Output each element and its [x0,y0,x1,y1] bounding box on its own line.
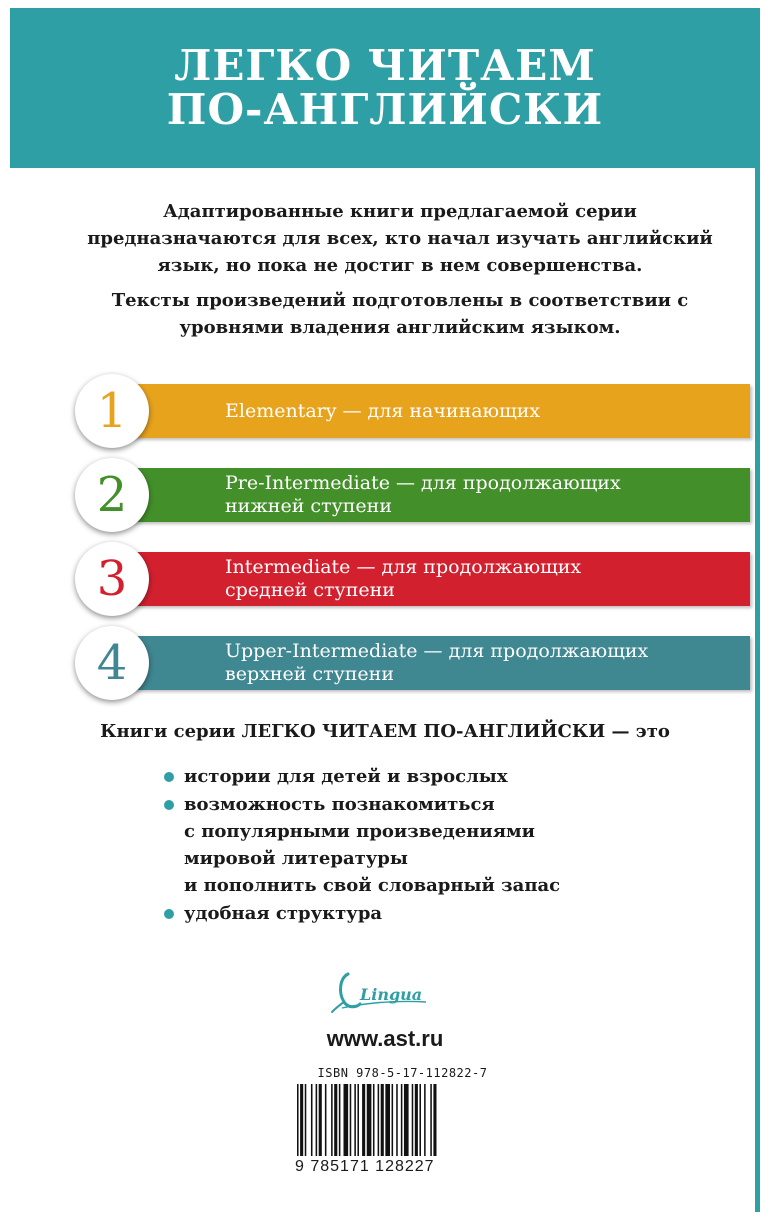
level-label: Elementary — для начинающих [225,399,541,422]
list-item: истории для детей и взрослых [162,763,682,790]
barcode-bar [381,1084,384,1156]
isbn-number: ISBN 978-5-17-112822-7 [317,1066,488,1080]
barcode-bar [401,1084,403,1156]
barcode-bar [424,1084,426,1156]
series-title-banner [10,8,760,168]
level-label-cont: нижней ступени [225,495,392,517]
logo-text: Lingua [360,985,423,1004]
barcode-bar [305,1084,307,1156]
feature-list [162,763,682,928]
barcode-bar [311,1084,313,1156]
barcode-bar [392,1084,394,1156]
barcode-bar [433,1084,436,1156]
barcode-bar [300,1084,303,1156]
barcode-bar [331,1084,333,1156]
level-number-badge: 3 [75,542,149,616]
barcode-bar [412,1084,414,1156]
barcode-bar [316,1084,318,1156]
series-title-line-2: ПО-АНГЛИЙСКИ [166,85,604,134]
right-border-stripe [755,168,760,1212]
level-number-badge: 2 [75,458,149,532]
barcode-bar [344,1084,349,1156]
level-item-3 [75,542,700,610]
lingua-logo-icon [330,968,440,1014]
series-title-line-1: ЛЕГКО ЧИТАЕМ [174,41,596,90]
barcode-bar [334,1084,337,1156]
barcode-bar [367,1084,372,1156]
barcode-bar [385,1084,390,1156]
level-number-badge: 1 [75,374,149,448]
barcode-bar [297,1084,299,1156]
level-item-4 [75,626,700,694]
barcode-bar [357,1084,359,1156]
back-cover [10,8,760,1212]
barcode-bar [319,1084,322,1156]
barcode-bar [404,1084,409,1156]
intro-paragraph-1: Адаптированные книги предлагаемой серии предназначаются для всех, кто начал изучать английский язык, но пока не достиг в нем совершенства. [87,201,713,276]
level-label-cont: средней ступени [225,579,395,601]
isbn-barcode [295,1066,510,1176]
barcode-bar [373,1084,375,1156]
list-item: возможность познакомиться с популярными произведениями мировой литературы и пополнить свой словарный запас [162,791,682,899]
barcode-bar [339,1084,341,1156]
level-label: Intermediate — для продолжающих [225,556,582,578]
barcode-digits: 9 785171 128227 [295,1158,435,1175]
intro-paragraph-2: Тексты произведений подготовлены в соответствии с уровнями владения английским языком. [111,290,689,338]
barcode-bar [430,1084,432,1156]
barcode-bar [396,1084,398,1156]
level-item-2 [75,458,700,526]
level-item-1 [75,374,700,442]
level-label: Upper-Intermediate — для продолжающих [225,640,649,662]
list-item: удобная структура [162,900,682,927]
level-label-cont: верхней ступени [225,663,394,685]
bullet-dot-icon [164,800,174,810]
barcode-bar [354,1084,356,1156]
bullet-dot-icon [164,909,174,919]
barcode-bar [419,1084,421,1156]
website-url: www.ast.ru [326,1026,444,1051]
barcode-icon [295,1084,495,1156]
barcode-bar [362,1084,365,1156]
bullet-dot-icon [164,772,174,782]
level-label: Pre-Intermediate — для продолжающих [225,472,621,494]
series-description: Книги серии ЛЕГКО ЧИТАЕМ ПО-АНГЛИЙСКИ — это [100,721,670,742]
level-number-badge: 4 [75,626,149,700]
intro-text [80,198,720,349]
barcode-bar [325,1084,327,1156]
barcode-bar [415,1084,418,1156]
barcode-bar [350,1084,352,1156]
barcode-bar [378,1084,380,1156]
